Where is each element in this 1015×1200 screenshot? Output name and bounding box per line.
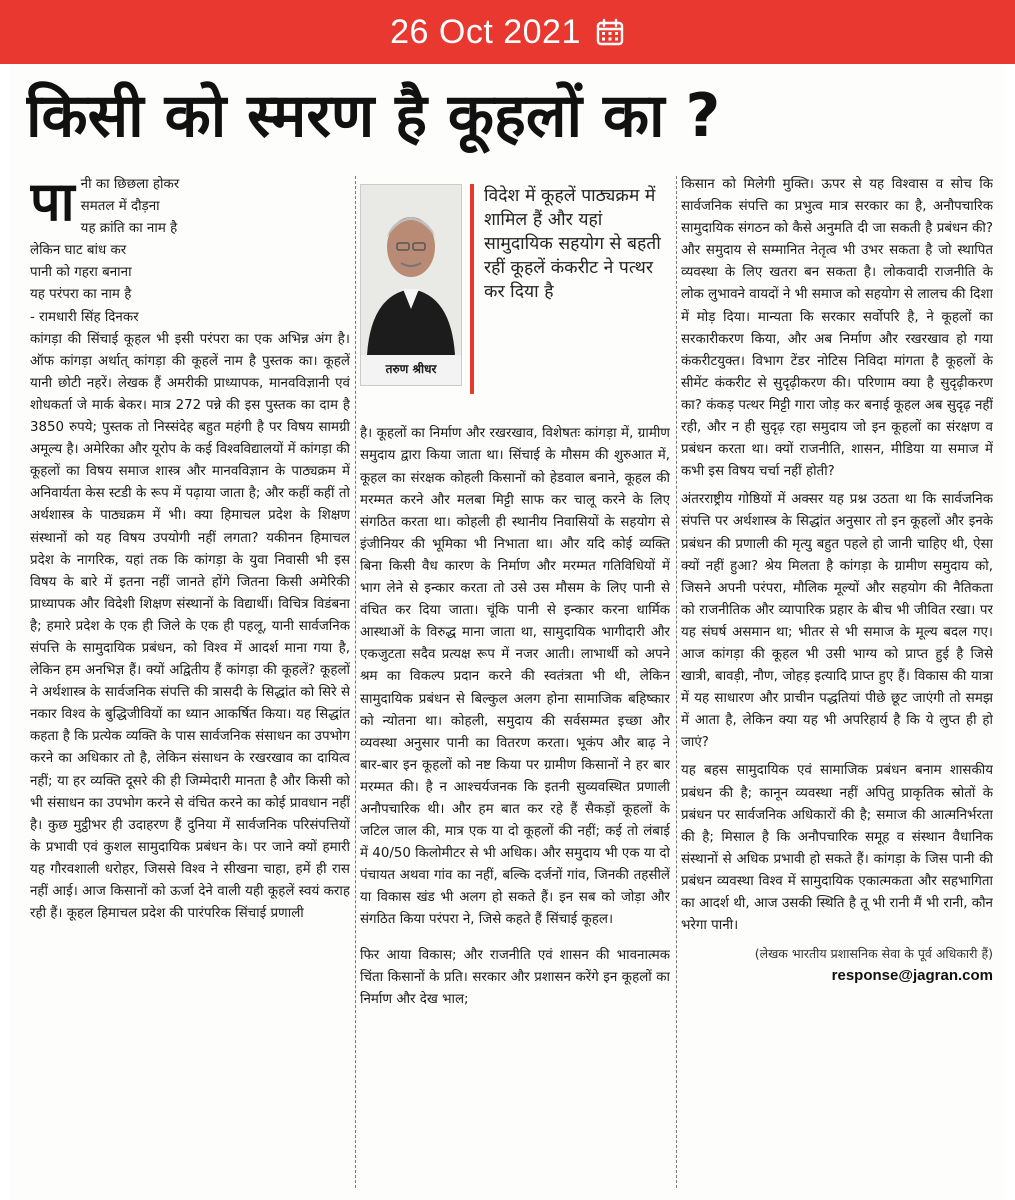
poem-line: यह क्रांति का नाम है [80,221,178,237]
poem-line: पानी को गहरा बनाना [30,265,132,281]
article-paragraph: फिर आया विकास; और राजनीति एवं शासन की भावनात्मक चिंता किसानों के प्रति। सरकार और प्रशासन करेंगे इन कूहलों का निर्माण और देख भाल; [360,947,670,1008]
article-column-2 [360,410,670,1195]
article-paragraph: किसान को मिलेगी मुक्ति। ऊपर से यह विश्वास व सोच कि सार्वजनिक संपत्ति का प्रभुत्व मात्र सरकार का है, अनौपचारिक सामुदायिक संगठन को कैसे अनुमति दी जा सकती है प्रबंधन की? और समुदाय से सम्मानित नेतृत्व भी उभर सकता है जो स्थापित व्यवस्था के लिए खतरा बन सकता है। लोकवादी राजनीति के लोक लुभावने वायदों ने भी समाज को सहयोग से लालच की दिशा में मोड़ दिया। मान्यता कि सरकार सर्वोपरि है, ने कूहलों का सरकारीकरण किया, और अब निर्माण और रखरखाव हो गया कंकरीटयुक्त। विभाग टेंडर नोटिस निविदा मांगता है कूहलों के सीमेंट कंकरीट से सुदृढ़ीकरण की। परिणाम क्या है सुदृढ़ीकरण का? कंकड़ पत्थर मिट्टी गारा जोड़ कर बनाई कूहल अब सुदृढ़ नहीं रही, और न ही सुदृढ़ रहा समुदाय जो इन कूहलों का संरक्षण व प्रबंधन करता था। क्यों राजनीति, शासन, मीडिया या समाज में कभी इस विषय चर्चा नहीं होती? [681,177,993,480]
response-email: response@jagran.com [831,967,993,985]
article-column-3 [681,174,993,1192]
poem-attribution: - रामधारी सिंह दिनकर [30,309,139,325]
article-paragraph: कांगड़ा की सिंचाई कूहल भी इसी परंपरा का एक अभिन्न अंग है। ऑफ कांगड़ा अर्थात् कांगड़ा की कूहलें नाम है पुस्तक का। कूहलें यानी छोटी नहरें। लेखक हैं अमरीकी प्राध्यापक, मानवविज्ञानी एवं शोधकर्ता जे मार्क बेकर। मात्र 272 पन्ने की इस पुस्तक का दाम है 3850 रुपये; पुस्तक तो निस्संदेह बहुत महंगी है पर विषय सामग्री अमूल्य है। अमेरिका और यूरोप के कई विश्वविद्यालयों में कांगड़ा की कूहलों का विषय समाज शास्त्र और मानवविज्ञान के पाठ्यक्रम में अनिवार्यता केस स्टडी के रूप में पढ़ाया जाता है; और कहीं कहीं तो अर्थशास्त्र के पाठ्यक्रम में भी। क्या हिमाचल प्रदेश के शिक्षण संस्थानों को यह विषय उपयोगी नहीं लगता? यकीनन हिमाचल प्रदेश के नागरिक, यहां तक कि कांगड़ा के युवा निवासी भी इस विषय के बारे में इतना नहीं जानते होंगे जितना किसी अमेरिकी प्राध्यापक और विदेशी शिक्षण संस्थानों के विद्यार्थी। विचित्र विडंबना है; हमारे प्रदेश के एक ही जिले के एक ही पहलू, यानी सार्वजनिक संपत्ति के सामुदायिक प्रबंधन, को विश्व में आदर्श माना गया है, लेकिन हम अनभिज्ञ हैं। क्यों अद्वितीय हैं कांगड़ा की कूहलें? कूहलों ने अर्थशास्त्र के सार्वजनिक संपत्ति की त्रासदी के सिद्धांत को सिरे से नकार विश्व के बुद्धिजीवियों का ध्यान आकर्षित किया। यह सिद्धांत कहता है कि प्रत्येक व्यक्ति के पास सार्वजनिक संसाधन का उपभोग करने का अधिकार तो है, लेकिन संसाधन के रखरखाव का दायित्व नहीं; या हर व्यक्ति दूसरे की ही जिम्मेदारी मानता है और किसी को भी संसाधन का उपभोग करने से वंचित करने का कोई प्रावधान नहीं है। कुछ मुट्ठीभर ही उदाहरण हैं दुनिया में सार्वजनिक परिसंपत्तियों के प्रभावी एवं कुशल सामुदायिक प्रबंधन के। पर जाने क्यों हमारी यह गौरवशाली धरोहर, जिससे विश्व ने सीखना चाहा, हमें ही रास नहीं आई। आज किसानों को ऊर्जा देने वाली यही कूहलें स्वयं कराह रही हैं। कूहल हिमाचल प्रदेश की पारंपरिक सिंचाई प्रणाली [30,331,350,922]
date-banner-content [0,0,1015,64]
headline: किसी को स्मरण है कूहलों का ? [26,81,721,151]
poem-line: समतल में दौड़ना [80,199,160,215]
column-divider [676,176,677,1188]
poem-line: यह परंपरा का नाम है [30,287,132,303]
column-divider [355,176,356,1188]
date-label: 26 Oct 2021 [390,12,581,51]
author-name: तरुण श्रीधर [385,362,437,376]
author-photo [360,184,462,386]
pull-quote: विदेश में कूहलें पाठ्यक्रम में शामिल हैं और यहां सामुदायिक सहयोग से बहती रहीं कूहलें कंकरीट ने पत्थर कर दिया है [470,184,668,394]
article-paragraph: है। कूहलों का निर्माण और रखरखाव, विशेषतः कांगड़ा में, ग्रामीण समुदाय द्वारा किया जाता था। सिंचाई के मौसम की शुरुआत में, कूहल का संरक्षक कोहली किसानों को हेडवाल बनाने, कूहल की मरम्मत करने और मलबा मिट्टी साफ कर चालू करने के लिए संगठित करता था। कोहली ही स्थानीय निवासियों के सहयोग से इंजीनियर की भूमिका भी निभाता था। और यदि कोई व्यक्ति बिना किसी वैध कारण के निर्माण और मरम्मत गतिविधियों में भाग लेने से इन्कार करता तो उसे उस मौसम के लिए पानी से वंचित कर दिया जाता। चूंकि पानी से इन्कार करना धार्मिक आस्थाओं के विरुद्ध माना जाता था, सामुदायिक भागीदारी और एकजुटता सदैव प्रत्यक्ष रूप में नजर आती। लाभार्थी को अपने श्रम का विकल्प प्रदान करने की स्वतंत्रता भी थी, लेकिन सामुदायिक प्रबंधन से बिल्कुल अलग होना सामाजिक बहिष्कार को न्योतना था। कोहली, समुदाय की सर्वसम्मत इच्छा और व्यवस्था अनुसार पानी का वितरण करता। भूकंप और बाढ़ ने बार-बार इन कूहलों को नष्ट किया पर ग्रामीण किसानों ने हर बार मरम्मत की। है न आश्चर्यजनक कि इतनी सुव्यवस्थित प्रणाली अनौपचारिक थी। और हम बात कर रहे हैं सैकड़ों कूहलों के जटिल जाल की, मात्र एक या दो कूहलों की नहीं; कई तो लंबाई में 40/50 किलोमीटर से भी अधिक। और समुदाय भी एक या दो पंचायत अथवा गांव का नहीं, बल्कि दर्जनों गांव, जिनकी तहसीलें या विकास खंड भी अलग हो सकते हैं। इन सब को जोड़ा और संगठित किया परंपरा ने, जिसे कहते हैं सिंचाई कूहल। [360,426,670,928]
poem-line: लेकिन घाट बांध कर [30,243,127,259]
author-portrait [361,185,461,355]
article-column-1 [30,174,350,1192]
newspaper-clipping [10,64,1005,1200]
article-paragraph: यह बहस सामुदायिक एवं सामाजिक प्रबंधन बनाम शासकीय प्रबंधन की है; कानून व्यवस्था नहीं अपितु प्राकृतिक स्रोतों के प्रबंधन पर सार्वजनिक अधिकारों की है; समाज की आत्मनिर्भरता की है; मिसाल है कि अनौपचारिक समूह व संस्थान वैधानिक संस्थानों से अधिक प्रभावी हो सकते हैं। कांगड़ा के जिस पानी की प्रबंधन व्यवस्था विश्व में सामुदायिक एकात्मकता और सहभागिता का आदर्श थी, आज उसकी स्थिति है तू भी रानी मैं भी रानी, कौन भरेगा पानी। [681,763,993,934]
author-byline: (लेखक भारतीय प्रशासनिक सेवा के पूर्व अधिकारी हैं) [754,946,993,962]
poem [30,174,350,329]
poem-line: नी का छिछला होकर [80,177,180,192]
dropcap: पा [30,174,75,233]
calendar-icon [595,17,625,47]
article-paragraph: अंतरराष्ट्रीय गोष्ठियों में अक्सर यह प्रश्न उठता था कि सार्वजनिक संपत्ति पर अर्थशास्त्र के सिद्धांत अनुसार तो इन कूहलों और इनके प्रबंधन की प्रणाली की मृत्यु बहुत पहले हो जानी चाहिए थी, ऐसा क्यों नहीं हुआ? श्रेय मिलता है कांगड़ा के ग्रामीण समुदाय को, जिसने अपनी परंपरा, मौलिक मूल्यों और सहयोग की नैतिकता को राजनीतिक और व्यापारिक प्रहार के बीच भी जीवित रखा। पर यह संघर्ष असमान था; भीतर से भी समाज के मूल्य बदल गए। आज कांगड़ा की कूहल भी उसी भाग्य को प्राप्त हुई है जिसे खात्री, बावड़ी, नौण, जोहड़ इत्यादि प्राप्त हुए हैं। विकास की यात्रा में यह साधारण और प्राचीन पद्धतियां पीछे छूट जाएंगी तो समझ में आता है, लेकिन क्या यह भी अपरिहार्य है कि ये लुप्त ही हो जाएं? [681,492,993,751]
